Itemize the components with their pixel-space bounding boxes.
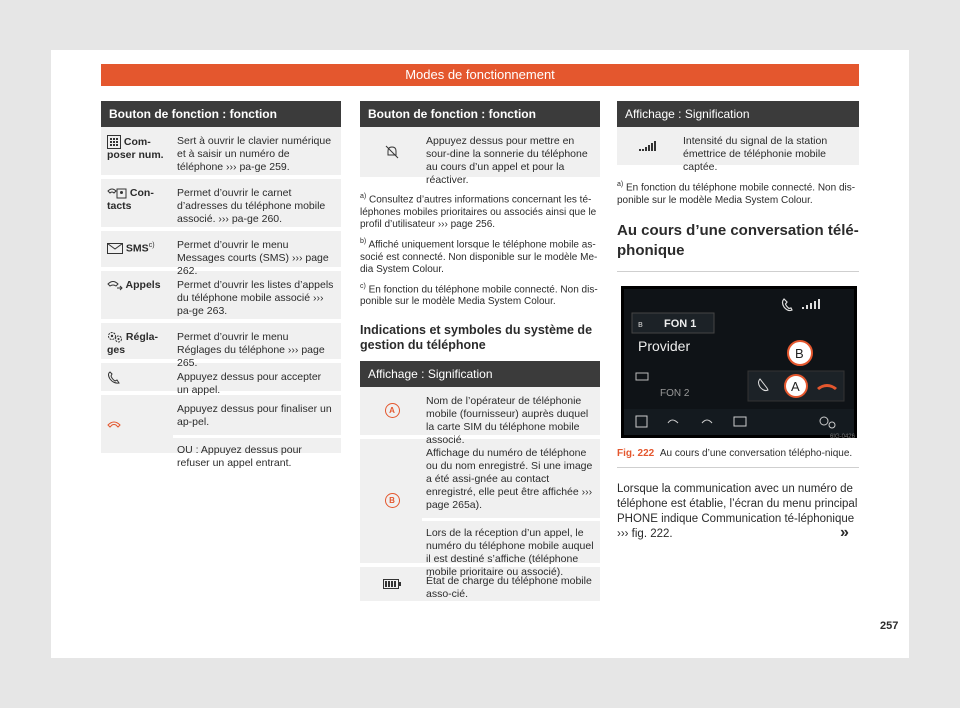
column-3 (617, 101, 859, 542)
table-row (101, 323, 341, 369)
page-number: 257 (880, 620, 899, 632)
table-header: Affichage : Signification (360, 361, 600, 387)
row-text: Permet d’ouvrir le menu Réglages du téléphone ››› page 265. (177, 331, 325, 369)
bluetooth-icon: ʙ (638, 319, 643, 330)
row-text: Appuyez dessus pour mettre en sour-dine la sonnerie du téléphone au cours d’un appel et pour la réactiver. (426, 135, 588, 186)
table-row (101, 179, 341, 231)
row-text: Permet d’ouvrir le menu Messages courts (SMS) ››› page 262. (177, 239, 329, 277)
envelope-icon (107, 243, 123, 254)
column-2 (360, 101, 600, 601)
section-title: Au cours d’une conversation télé-phonique (617, 221, 859, 272)
figure-222 (617, 282, 859, 442)
bell-mute-icon (385, 145, 399, 159)
row-label: Com-poser num. (107, 135, 164, 161)
phone-hangup-icon (107, 420, 121, 428)
figure-caption: Fig. 222 Au cours d’une conversation télépho-nique. (617, 446, 859, 468)
contacts-icon (107, 187, 127, 199)
provider-label: Provider (638, 338, 691, 355)
callout-b-marker: B (385, 493, 400, 508)
table-header: Affichage : Signification (617, 101, 859, 127)
row-label: Con-tacts (107, 187, 154, 212)
subheading: Indications et symboles du système de gestion du téléphone (360, 322, 593, 352)
row-text: Permet d’ouvrir le carnet d’adresses du téléphone mobile associé. ››› pa-ge 260. (177, 187, 326, 225)
figure-code: 6IG-0426 (829, 434, 855, 441)
footnote: $^{a)}$ En fonction du téléphone mobile connecté. Non dis-ponible sur le modèle Media System Colour. (617, 181, 856, 206)
row-text: Intensité du signal de la station émettrice de téléphonie mobile captée. (683, 135, 828, 173)
page-header: Modes de fonctionnement (101, 64, 859, 86)
footnote: $^{c)}$ En fonction du téléphone mobile connecté. Non dis-ponible sur le modèle Media System Colour. (360, 282, 598, 308)
row-text: Permet d’ouvrir les listes d’appels du téléphone mobile associé ››› pa-ge 263. (177, 279, 334, 317)
call-list-icon (107, 279, 123, 291)
body-text: Lorsque la communication avec un numéro de téléphone est établie, l’écran du menu principal PHONE indique Communication té-léphonique ››› fig. 222. (617, 482, 858, 540)
continue-mark: » (840, 524, 849, 541)
table-row (617, 127, 859, 173)
footnote: $^{a)}$ Consultez d’autres informations concernant les té-léphones mobiles prioritaires ou associés ainsi que le profil d’utilisateur ››› page 256. (360, 193, 597, 231)
row-label: SMS (125, 242, 149, 255)
table-row (101, 363, 341, 395)
fon1-label: FON 1 (664, 318, 697, 331)
gears-icon (107, 331, 123, 343)
row-label: Appels (125, 279, 161, 291)
signal-icon (639, 141, 659, 151)
footnotes (360, 191, 600, 309)
infotainment-screen (621, 286, 857, 441)
callout-a-marker: A (385, 403, 400, 418)
table-row (101, 231, 341, 277)
table-row (101, 271, 341, 323)
table-row (360, 439, 600, 578)
battery-icon (383, 579, 401, 589)
row-text-secondary: OU : Appuyez dessus pour refuser un appel entrant. (173, 435, 341, 470)
row-text: État de charge du téléphone mobile asso-cié. (426, 574, 592, 600)
footnote-mark: c) (148, 242, 155, 249)
row-text-secondary: Lors de la réception d’un appel, le numéro du téléphone mobile auquel il est destiné s’affiche (téléphone mobile prioritaire ou associé). (422, 518, 600, 579)
row-text: Nom de l’opérateur de téléphonie mobile (fournisseur) auprès duquel la carte SIM du téléphone mobile associé. (426, 394, 589, 446)
fon2-label: FON 2 (660, 388, 690, 400)
footnote: $^{b)}$ Affiché uniquement lorsque le téléphone mobile as-socié est connecté. Non disponible sur le modèle Me-dia System Colour. (360, 237, 598, 276)
column-1 (101, 101, 341, 469)
row-label: Régla-ges (107, 331, 159, 356)
table-header: Bouton de fonction : fonction (360, 101, 600, 127)
table-row (360, 127, 600, 186)
bottom-menu-bar (624, 409, 854, 435)
table-row (360, 387, 600, 446)
row-text: Affichage du numéro de téléphone ou du nom enregistré. Si une image a été assi-gnée au contact enregistré, elle peut être affichée ››› page 265a). (426, 446, 593, 511)
table-row (101, 127, 341, 179)
row-text: Sert à ouvrir le clavier numérique et à saisir un numéro de téléphone ››› pa-ge 259. (177, 135, 332, 173)
callout-a-text: A (791, 379, 800, 395)
table-header: Bouton de fonction : fonction (101, 101, 341, 127)
table-row (360, 567, 600, 601)
table-row (101, 395, 341, 469)
screen-graphics (624, 289, 854, 435)
row-text: Appuyez dessus pour accepter un appel. (177, 371, 322, 396)
phone-accept-icon (107, 371, 121, 385)
callout-b-text: B (795, 346, 804, 362)
keypad-icon (107, 135, 121, 149)
row-text: Appuyez dessus pour finaliser un ap-pel. (177, 403, 332, 428)
